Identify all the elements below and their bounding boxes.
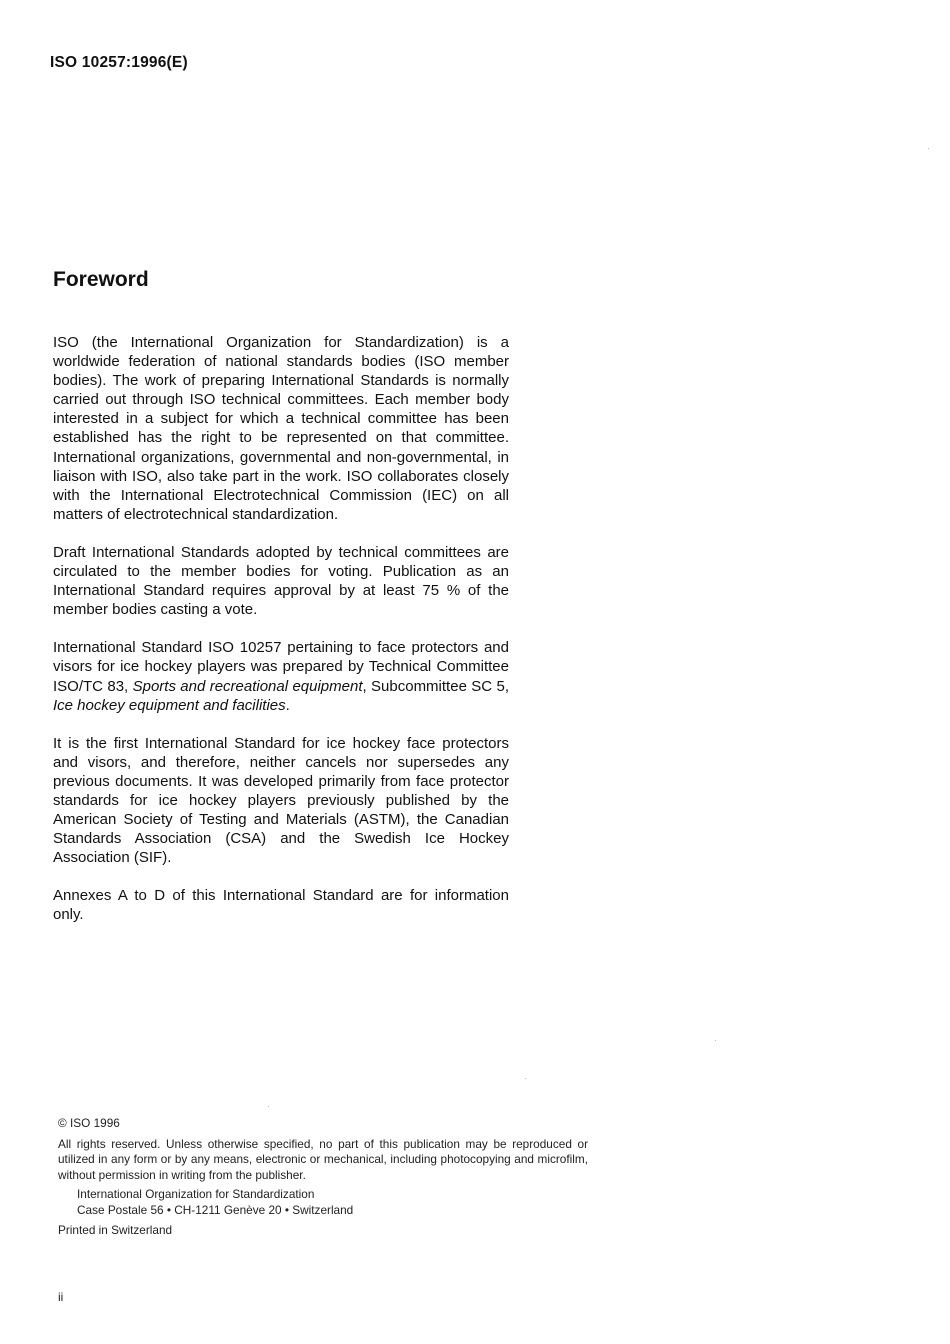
organization-name: International Organization for Standardization bbox=[77, 1187, 315, 1202]
postal-address: Case Postale 56 • CH-1211 Genève 20 • Switzerland bbox=[77, 1202, 354, 1217]
paragraph-history: It is the first International Standard for ice hockey face protectors and visors, and therefore, neither cancels nor supersedes any previous documents. It was developed primarily from face protector standards for ice hockey players previously published by the American Society of Testing and Materials (ASTM), the Canadian Standards Association (CSA) and the Swedish Ice Hockey Association (SIF). bbox=[53, 734, 509, 867]
preparation-mid: , Subcommittee SC 5, bbox=[362, 677, 509, 695]
paragraph-preparation bbox=[53, 638, 509, 714]
preparation-end: . bbox=[285, 696, 290, 714]
organization-address bbox=[77, 1187, 588, 1218]
paragraph-iso-intro: ISO (the International Organization for Standardization) is a worldwide federation of national standards bodies (ISO member bodies). The work of preparing International Standards is normally carried out through ISO technical committees. Each member body interested in a subject for which a technical committee has been established has the right to be represented on that committee. International organizations, governmental and non-governmental, in liaison with ISO, also take part in the work. ISO collaborates closely with the International Electrotechnical Commission (IEC) on all matters of electrotechnical standardization. bbox=[53, 334, 509, 523]
subcommittee-name: Ice hockey equipment and facilities bbox=[53, 696, 286, 714]
scan-speck bbox=[928, 148, 929, 149]
rights-statement: All rights reserved. Unless otherwise specified, no part of this publication may be reproduced or utilized in any form or by any means, electronic or mechanical, including photocopying and microfilm, without permission in writing from the publisher. bbox=[58, 1136, 588, 1182]
scan-speck bbox=[268, 1106, 269, 1107]
preparation-text: International Standard ISO 10257 pertaining to face protectors and visors for ice hockey players was prepared by Technical Committee ISO/TC 83, bbox=[53, 639, 509, 695]
committee-name: Sports and recreational equipment bbox=[132, 677, 363, 695]
page-number: ii bbox=[58, 1290, 64, 1304]
section-title: Foreword bbox=[53, 268, 149, 291]
copyright-notice: © ISO 1996 bbox=[58, 1116, 120, 1130]
foreword-body bbox=[53, 333, 509, 944]
paragraph-draft-standards: Draft International Standards adopted by technical committees are circulated to the member bodies for voting. Publication as an International Standard requires approval by at least 75 % of the member bodies casting a vote. bbox=[53, 543, 509, 619]
paragraph-annexes: Annexes A to D of this International Standard are for information only. bbox=[53, 887, 509, 924]
scan-speck bbox=[525, 1078, 526, 1079]
document-identifier: ISO 10257:1996(E) bbox=[50, 54, 188, 71]
copyright-block bbox=[58, 1116, 588, 1238]
scan-speck bbox=[715, 1040, 716, 1041]
printed-location: Printed in Switzerland bbox=[58, 1222, 173, 1237]
